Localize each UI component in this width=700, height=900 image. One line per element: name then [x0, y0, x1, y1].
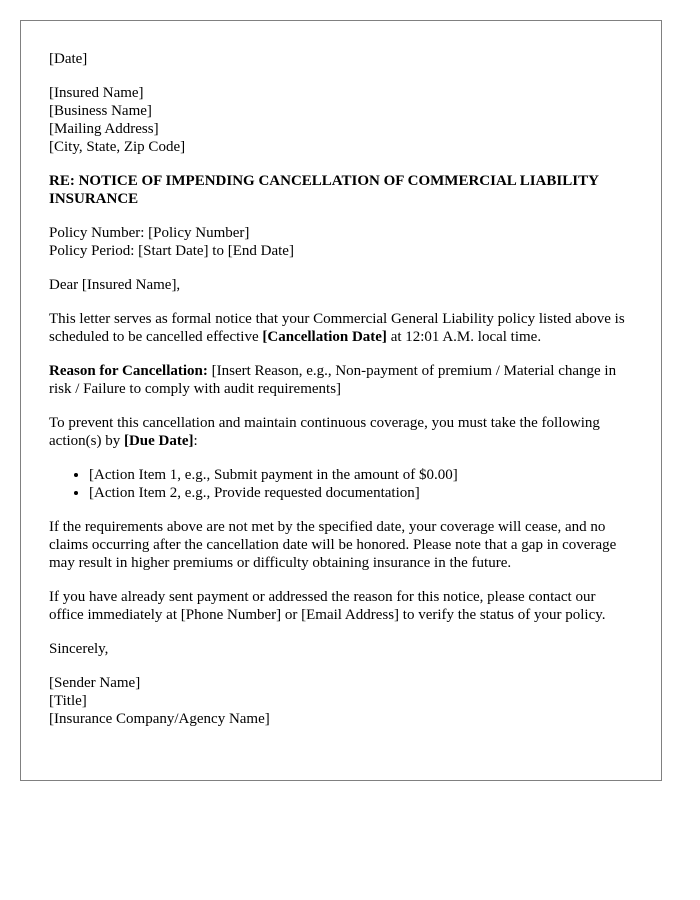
policy-period: Policy Period: [Start Date] to [End Date] — [49, 243, 294, 259]
consequence-paragraph: If the requirements above are not met by the specified date, your coverage will cease, and no claims occurring after the cancellation date will be honored. Please note that a gap in coverage may result in higher premiums or difficulty obtaining insurance in the future. — [49, 519, 617, 571]
recipient-city-state-zip: [City, State, Zip Code] — [49, 139, 186, 155]
prevent-paragraph — [49, 414, 633, 450]
letter-document — [20, 20, 662, 781]
sender-name: [Sender Name] — [49, 675, 141, 691]
sender-title: [Title] — [49, 693, 87, 709]
reason-label: Reason for Cancellation: — [49, 363, 208, 379]
intro-text-end: at 12:01 A.M. local time. — [386, 329, 542, 345]
action-items-list — [49, 466, 633, 502]
cancellation-date: [Cancellation Date] — [262, 329, 387, 345]
due-date: [Due Date] — [123, 433, 194, 449]
letter-date: [Date] — [49, 51, 88, 67]
closing: Sincerely, — [49, 641, 109, 657]
intro-paragraph — [49, 310, 633, 346]
contact-paragraph: If you have already sent payment or addressed the reason for this notice, please contact our office immediately at [Phone Number] or [Email Address] to verify the status of your policy. — [49, 589, 606, 623]
policy-details — [49, 224, 633, 260]
sender-company: [Insurance Company/Agency Name] — [49, 711, 270, 727]
prevent-text-end: : — [193, 433, 198, 449]
salutation: Dear [Insured Name], — [49, 277, 181, 293]
subject-line: RE: NOTICE OF IMPENDING CANCELLATION OF COMMERCIAL LIABILITY INSURANCE — [49, 173, 599, 207]
signature-block — [49, 674, 633, 728]
recipient-insured-name: [Insured Name] — [49, 85, 144, 101]
reason-paragraph — [49, 362, 633, 398]
reason-text: [Insert Reason, e.g., Non-payment of premium / Material change in risk / Failure to comply with audit requirements] — [49, 363, 617, 397]
list-item: • [Action Item 2, e.g., Provide requested documentation] — [89, 484, 633, 502]
intro-text: This letter serves as formal notice that your Commercial General Liability policy listed above is scheduled to be cancelled effective — [49, 311, 625, 345]
recipient-business-name: [Business Name] — [49, 103, 152, 119]
list-item: • [Action Item 1, e.g., Submit payment in the amount of $0.00] — [89, 466, 633, 484]
policy-number: Policy Number: [Policy Number] — [49, 225, 250, 241]
recipient-address — [49, 84, 633, 156]
prevent-text: To prevent this cancellation and maintain continuous coverage, you must take the following action(s) by — [49, 415, 600, 449]
recipient-mailing-address: [Mailing Address] — [49, 121, 159, 137]
